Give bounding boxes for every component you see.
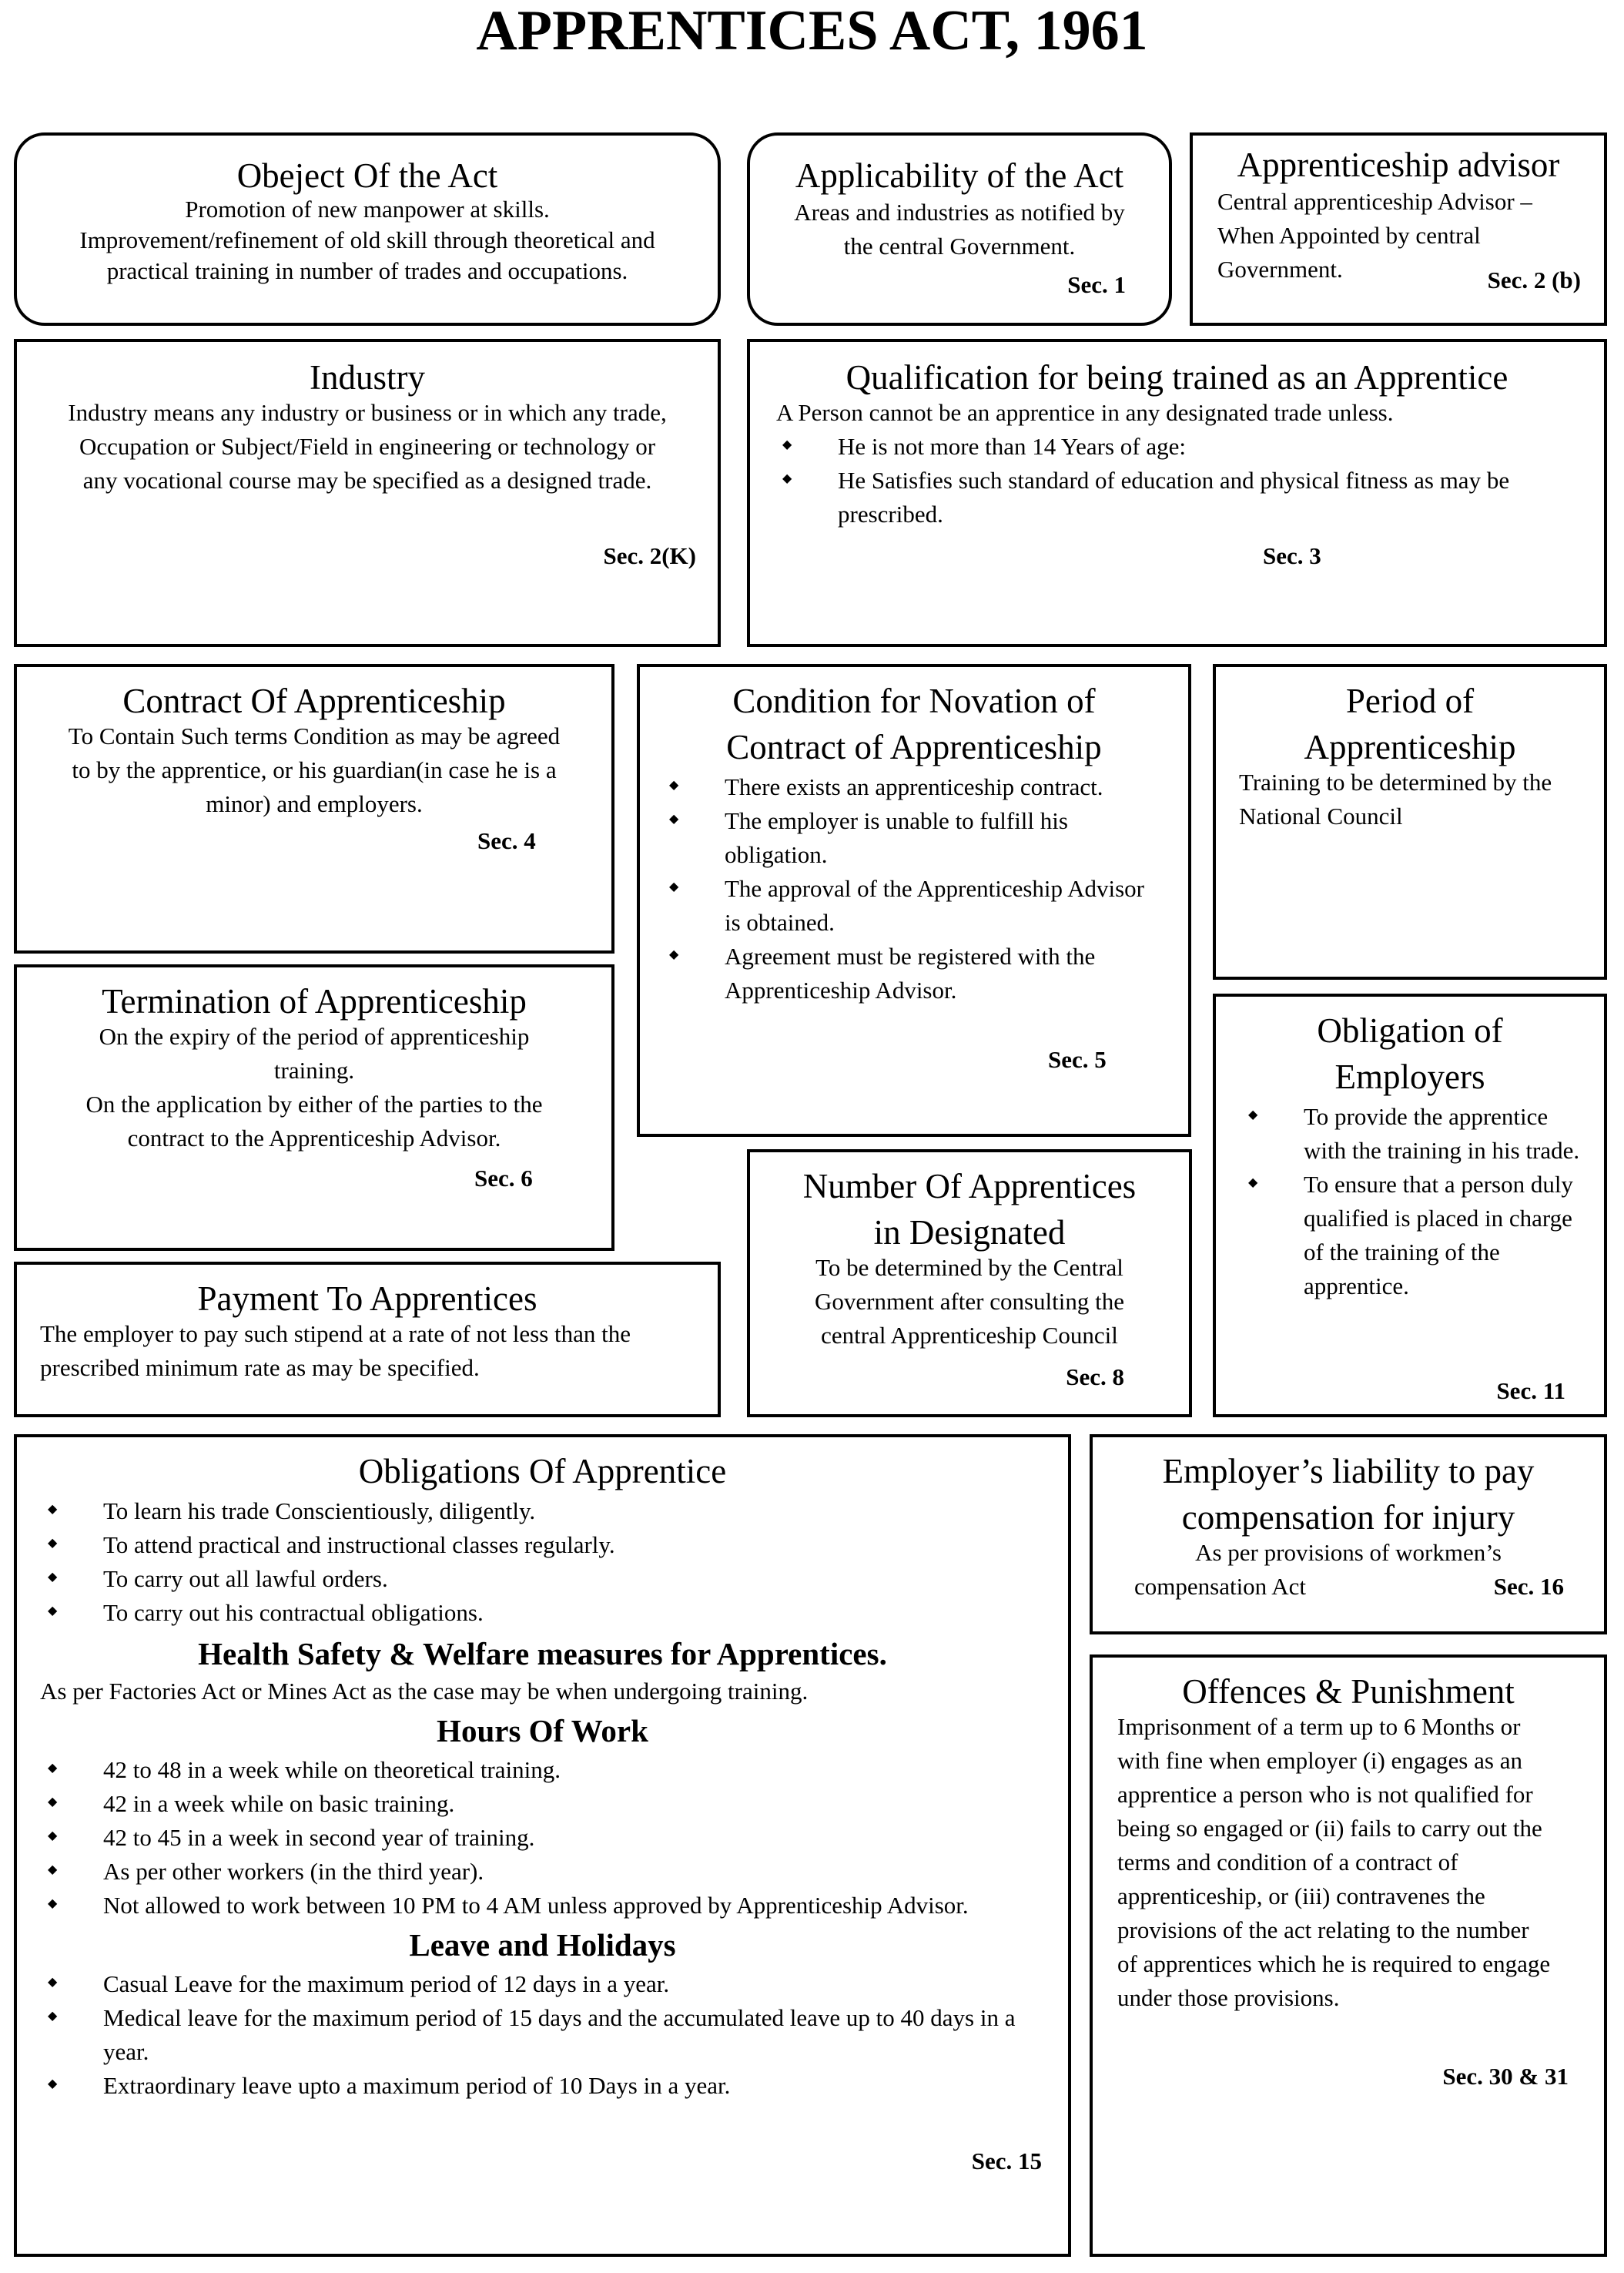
qualification-intro: A Person cannot be an apprentice in any designated trade unless. <box>776 399 1394 426</box>
period-title-2: Apprenticeship <box>1304 728 1516 766</box>
novation-section: Sec. 5 <box>1048 1046 1107 1073</box>
apprentice-bullet-1: ◆ To learn his trade Conscientiously, diligently. <box>103 1494 1037 1528</box>
contract-line-1: To Contain Such terms Condition as may be agreed <box>68 722 561 749</box>
leave-bullet-3: ◆ Extraordinary leave upto a maximum period of 10 Days in a year. <box>103 2069 1037 2103</box>
offences-line-2: with fine when employer (i) engages as an <box>1117 1747 1522 1774</box>
offences-line-4: being so engaged or (ii) fails to carry out the <box>1117 1815 1542 1842</box>
number-title-2: in Designated <box>873 1213 1066 1252</box>
apprenticeship-advisor-box <box>1190 132 1607 326</box>
advisor-title: Apprenticeship advisor <box>1237 146 1560 184</box>
employers-bullet-1: ◆ To provide the apprentice with the training in his trade. <box>1304 1100 1581 1168</box>
payment-title: Payment To Apprentices <box>197 1279 537 1318</box>
object-line-2: Improvement/refinement of old skill through theoretical and <box>79 226 655 253</box>
novation-box <box>637 664 1191 1137</box>
offences-line-5: terms and condition of a contract of <box>1117 1849 1458 1876</box>
object-line-1: Promotion of new manpower at skills. <box>185 196 550 223</box>
novation-bullet-3: ◆ The approval of the Apprenticeship Advisor is obtained. <box>725 872 1157 940</box>
object-title: Obeject Of the Act <box>236 156 498 195</box>
employers-section: Sec. 11 <box>1496 1377 1565 1404</box>
novation-bullet-4: ◆ Agreement must be registered with the Apprenticeship Advisor. <box>725 940 1157 1007</box>
obligation-employers-box <box>1213 994 1607 1417</box>
offences-section: Sec. 30 & 31 <box>1442 2063 1569 2090</box>
object-of-act-box <box>14 132 721 326</box>
novation-title-1: Condition for Novation of <box>732 682 1096 720</box>
qualification-bullet-1: ◆ He is not more than 14 Years of age: <box>838 430 1585 464</box>
obligations-apprentice-box <box>14 1434 1071 2257</box>
apprentice-obligations-title: Obligations Of Apprentice <box>358 1452 727 1490</box>
applicability-title: Applicability of the Act <box>795 156 1124 195</box>
health-safety-text: As per Factories Act or Mines Act as the case may be when undergoing training. <box>40 1678 809 1705</box>
employers-title-1: Obligation of <box>1317 1011 1503 1050</box>
offences-line-7: provisions of the act relating to the number <box>1117 1916 1529 1943</box>
period-title-1: Period of <box>1345 682 1475 720</box>
object-line-3: practical training in number of trades and occupations. <box>106 257 628 284</box>
number-title-1: Number Of Apprentices <box>802 1167 1137 1205</box>
leave-holidays-title: Leave and Holidays <box>409 1927 676 1963</box>
period-line-1: Training to be determined by the <box>1239 769 1552 796</box>
liability-title-2: compensation for injury <box>1181 1498 1515 1537</box>
liability-line-2-row <box>1093 1570 1604 1604</box>
offences-line-6: apprenticeship, or (iii) contravenes the <box>1117 1882 1485 1909</box>
offences-line-1: Imprisonment of a term up to 6 Months or <box>1117 1713 1521 1740</box>
offences-title: Offences & Punishment <box>1182 1672 1515 1711</box>
number-line-3: central Apprenticeship Council <box>821 1322 1118 1349</box>
industry-line-1: Industry means any industry or business or in which any trade, <box>68 399 667 426</box>
hours-bullet-3: ◆ 42 to 45 in a week in second year of training. <box>103 1821 1037 1855</box>
qualification-title: Qualification for being trained as an Apprentice <box>845 358 1508 397</box>
payment-line-2: prescribed minimum rate as may be specified. <box>40 1354 480 1381</box>
qualification-bullet-2: ◆ He Satisfies such standard of education and physical fitness as may be prescribed. <box>838 464 1585 531</box>
number-apprentices-box <box>747 1149 1192 1417</box>
contract-box <box>14 664 614 954</box>
liability-section: Sec. 16 <box>1493 1573 1564 1600</box>
offences-line-3: apprentice a person who is not qualified for <box>1117 1781 1533 1808</box>
employers-title-2: Employers <box>1334 1058 1485 1096</box>
novation-title-2: Contract of Apprenticeship <box>726 728 1102 766</box>
contract-line-2: to by the apprentice, or his guardian(in case he is a <box>72 756 557 783</box>
industry-title: Industry <box>310 358 425 397</box>
applicability-line-1: Areas and industries as notified by <box>794 199 1125 226</box>
contract-section: Sec. 4 <box>477 827 536 854</box>
offences-box <box>1090 1654 1607 2257</box>
health-safety-title: Health Safety & Welfare measures for Apprentices. <box>198 1636 887 1671</box>
period-box <box>1213 664 1607 980</box>
page-title: APPRENTICES ACT, 1961 <box>476 0 1148 62</box>
applicability-box <box>747 132 1172 326</box>
advisor-line-3: Government. <box>1217 256 1343 283</box>
termination-title: Termination of Apprenticeship <box>102 982 527 1021</box>
industry-section: Sec. 2(K) <box>603 542 696 569</box>
apprentice-bullet-2: ◆ To attend practical and instructional classes regularly. <box>103 1528 1037 1562</box>
offences-line-9: under those provisions. <box>1117 1984 1340 2011</box>
leave-bullet-1: ◆ Casual Leave for the maximum period of 12 days in a year. <box>103 1967 1037 2001</box>
contract-line-3: minor) and employers. <box>206 790 423 817</box>
offences-line-8: of apprentices which he is required to engage <box>1117 1950 1551 1977</box>
number-section: Sec. 8 <box>1066 1363 1124 1390</box>
qualification-section: Sec. 3 <box>1263 542 1321 569</box>
hours-bullet-2: ◆ 42 in a week while on basic training. <box>103 1787 1037 1821</box>
apprentice-section: Sec. 15 <box>971 2147 1042 2174</box>
applicability-section: Sec. 1 <box>1067 271 1126 298</box>
termination-line-3: On the application by either of the parties to the <box>85 1091 543 1118</box>
novation-bullet-2: ◆ The employer is unable to fulfill his obligation. <box>725 804 1157 872</box>
payment-box <box>14 1262 721 1417</box>
employer-liability-box <box>1090 1434 1607 1634</box>
employers-bullet-2: ◆ To ensure that a person duly qualified is placed in charge of the training of the apprentice. <box>1304 1168 1581 1303</box>
industry-line-3: any vocational course may be specified as a designed trade. <box>82 467 652 494</box>
termination-line-2: training. <box>273 1057 355 1084</box>
termination-line-4: contract to the Apprenticeship Advisor. <box>127 1125 501 1152</box>
advisor-line-1: Central apprenticeship Advisor – <box>1217 188 1532 215</box>
industry-box <box>14 339 721 647</box>
period-line-2: National Council <box>1239 803 1403 830</box>
termination-box <box>14 964 614 1251</box>
contract-title: Contract Of Apprenticeship <box>122 682 506 720</box>
applicability-line-2: the central Government. <box>843 233 1076 260</box>
apprentice-bullet-4: ◆ To carry out his contractual obligations. <box>103 1596 1037 1630</box>
advisor-section: Sec. 2 (b) <box>1487 267 1581 293</box>
number-line-1: To be determined by the Central <box>815 1254 1123 1281</box>
number-line-2: Government after consulting the <box>814 1288 1125 1315</box>
hours-bullet-1: ◆ 42 to 48 in a week while on theoretical training. <box>103 1753 1037 1787</box>
qualification-box <box>747 339 1607 647</box>
termination-line-1: On the expiry of the period of apprenticeship <box>99 1023 530 1050</box>
payment-line-1: The employer to pay such stipend at a rate of not less than the <box>40 1320 631 1347</box>
novation-bullet-1: ◆ There exists an apprenticeship contract. <box>725 770 1157 804</box>
apprentice-bullet-3: ◆ To carry out all lawful orders. <box>103 1562 1037 1596</box>
hours-of-work-title: Hours Of Work <box>437 1713 648 1748</box>
hours-bullet-5: ◆ Not allowed to work between 10 PM to 4 AM unless approved by Apprenticeship Advisor. <box>103 1889 1037 1923</box>
advisor-line-2: When Appointed by central <box>1217 222 1481 249</box>
liability-line-1: As per provisions of workmen’s <box>1195 1539 1502 1566</box>
hours-bullet-4: ◆ As per other workers (in the third year). <box>103 1855 1037 1889</box>
liability-line-2: compensation Act <box>1134 1573 1306 1600</box>
industry-line-2: Occupation or Subject/Field in engineering or technology or <box>79 433 656 460</box>
leave-bullet-2: ◆ Medical leave for the maximum period of 15 days and the accumulated leave up to 40 days in a year. <box>103 2001 1037 2069</box>
termination-section: Sec. 6 <box>474 1165 533 1192</box>
liability-title-1: Employer’s liability to pay <box>1162 1452 1535 1490</box>
